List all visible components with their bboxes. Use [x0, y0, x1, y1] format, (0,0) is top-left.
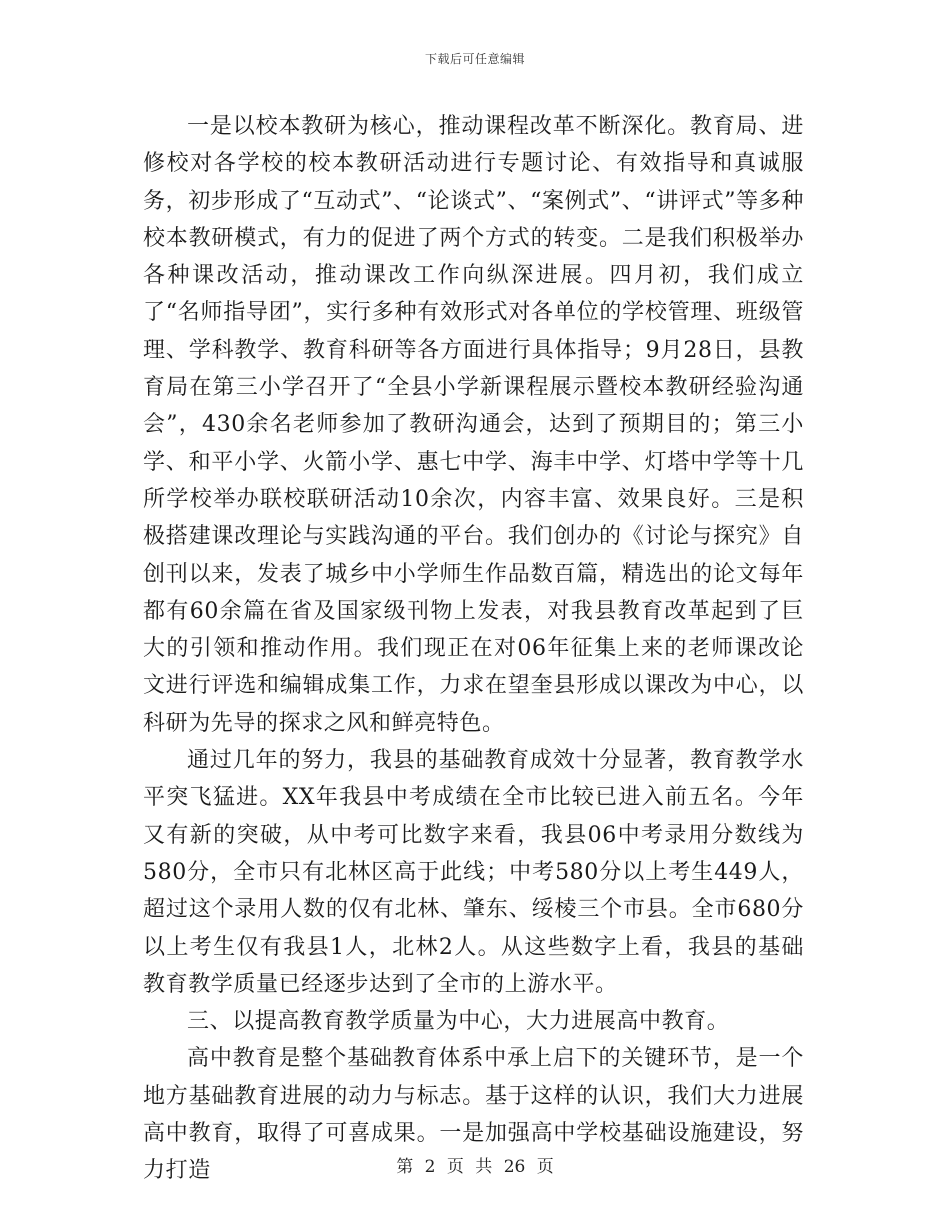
paragraph-teaching-research: 一是以校本教研为核心，推动课程改革不断深化。教育局、进修校对各学校的校本教研活动进行专题讨论、有效指导和真诚服务，初步形成了“互动式”、“论谈式”、“案例式”、“讲评式”等多种校本教研模式，有力的促进了两个方式的转变。二是我们积极举办各种课改活动，推动课改工作向纵深进展。四月初，我们成立了“名师指导团”，实行多种有效形式对各单位的学校管理、班级管理、学科教学、教育科研等各方面进行具体指导；9月28日，县教育局在第三小学召开了“全县小学新课程展示暨校本教研经验沟通会”，430余名老师参加了教研沟通会，达到了预期目的；第三小学、和平小学、火箭小学、惠七中学、海丰中学、灯塔中学等十几所学校举办联校联研活动10余次，内容丰富、效果良好。三是积极搭建课改理论与实践沟通的平台。我们创办的《讨论与探究》自创刊以来，发表了城乡中小学师生作品数百篇，精选出的论文每年都有60余篇在省及国家级刊物上发表，对我县教育改革起到了巨大的引领和推动作用。我们现正在对06年征集上来的老师课改论文进行评选和编辑成集工作，力求在望奎县形成以课改为中心，以科研为先导的探求之风和鲜亮特色。	[143, 114, 804, 736]
page-header: 下载后可任意编辑	[424, 52, 525, 66]
section-heading-high-school: 三、以提高教育教学质量为中心，大力进展高中教育。	[187, 1009, 730, 1035]
paragraph-achievements: 通过几年的努力，我县的基础教育成效十分显著，教育教学水平突飞猛进。XX年我县中考成绩在全市比较已进入前五名。今年又有新的突破，从中考可比数字来看，我县06中考录用分数线为580分，全市只有北林区高于此线；中考580分以上考生449人，超过这个录用人数的仅有北林、肇东、绥棱三个市县。全市680分以上考生仅有我县1人，北林2人。从这些数字上看，我县的基础教育教学质量已经逐步达到了全市的上游水平。	[143, 748, 804, 997]
document-body	[143, 108, 804, 1190]
paragraph-high-school-education: 高中教育是整个基础教育体系中承上启下的关键环节，是一个地方基础教育进展的动力与标志。基于这样的认识，我们大力进展高中教育，取得了可喜成果。一是加强高中学校基础设施建设，努力打造	[143, 1046, 804, 1184]
page-number-footer: 第 2 页 共 26 页	[396, 1157, 554, 1177]
